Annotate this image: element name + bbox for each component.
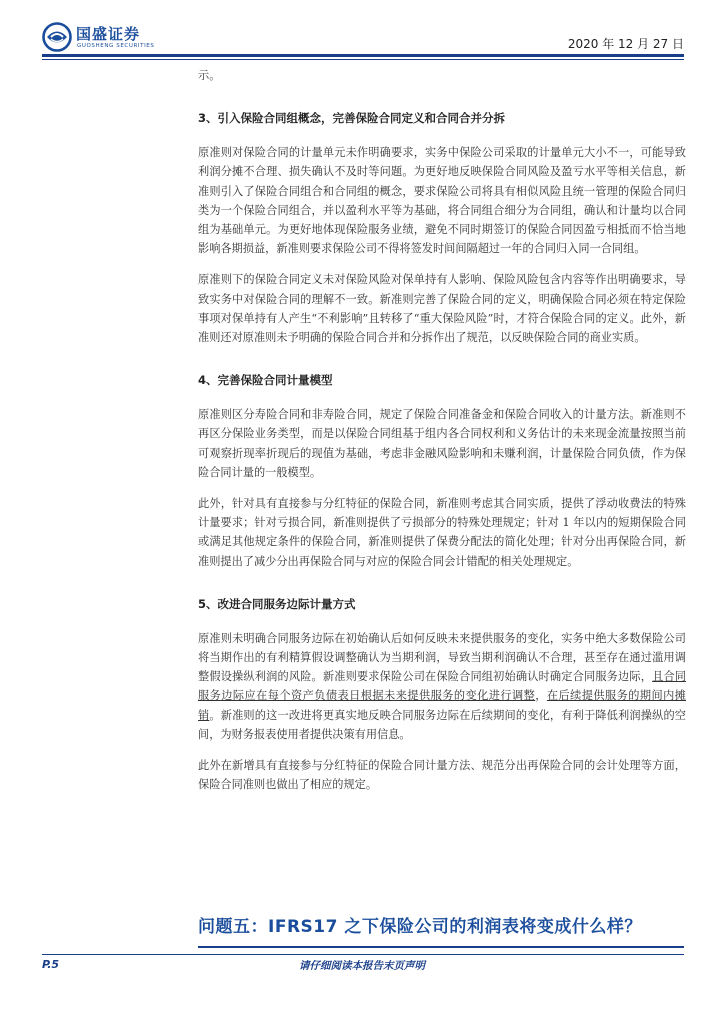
section-4-paragraph-1: 原准则区分寿险合同和非寿险合同，规定了保险合同准备金和保险合同收入的计量方法。新准则不再区分保险业务类型，而是以保险合同组基于组内各合同权利和义务估计的未来现金流量按照当前可观察折现率折现后的现值为基础，考虑非金融风险影响和未赚利润，计量保险合同负债，作为保险合同计量的一般模型。 (198, 408, 686, 479)
report-date: 2020 年 12 月 27 日 (567, 37, 684, 51)
section-5-heading: 5、改进合同服务边际计量方式 (198, 596, 356, 611)
section-3-heading: 3、引入保险合同组概念，完善保险合同定义和合同合并分拆 (198, 111, 505, 126)
logo-emblem-icon (42, 22, 72, 52)
logo-chinese-name: 国盛证券 (76, 25, 141, 43)
main-content (198, 60, 686, 794)
footer-rule (42, 954, 684, 955)
section-3-paragraph-2: 原准则下的保险合同定义未对保险风险对保单持有人影响、保险风险包含内容等作出明确要求，导致实务中对保险合同的理解不一致。新准则完善了保险合同的定义，明确保险合同必须在特定保险事项对保单持有人产生“不利影响”且转移了“重大保险风险”时，才符合保险合同的定义。此外，新准则还对原准则未予明确的保险合同合并和分拆作出了规范，以反映保险合同的商业实质。 (198, 273, 686, 345)
section-5-p1-after: 。新准则的这一改进将更真实地反映合同服务边际在后续期间的变化，有利于降低利润操纵的空间，为财务报表使用者提供决策有用信息。 (198, 708, 686, 741)
section-5-paragraph-2: 此外在新增具有直接参与分红特征的保险合同计量方法、规范分出再保险合同的会计处理等方面，保险合同准则也做出了相应的规定。 (198, 759, 686, 792)
section-5-underline-1: 且合同服务边际应在每个资产负债表日根据未来提供服务的变化进行调整 (198, 670, 686, 703)
banner-underline (198, 946, 684, 948)
header-rule-thick (42, 54, 684, 57)
section-5-paragraph-1 (198, 629, 686, 744)
lead-tail-text: 示。 (198, 69, 221, 82)
section-3-paragraph-1: 原准则对保险合同的计量单元未作明确要求，实务中保险公司采取的计量单元大小不一，可能导致利润分摊不合理、损失确认不及时等问题。为更好地反映保险合同风险及盈亏水平等相关信息，新准则引入了保险合同组合和合同组的概念，要求保险公司将具有相似风险且统一管理的保险合同归类为一个保险合同组合，并以盈利水平等为基础，将合同组合细分为合同组，确认和计量均以合同组为基础单元。为更好地体现保险服务业绩，避免不同时期签订的保险合同因盈亏相抵而不恰当地影响各期损益，新准则要求保险公司不得将签发时间间隔超过一年的合同归入同一合同组。 (198, 146, 686, 256)
section-4-heading: 4、完善保险合同计量模型 (198, 373, 333, 388)
section-5-underline-2: 在后续提供服务的期间内摊销 (198, 689, 686, 722)
company-logo (42, 22, 172, 52)
page-number: P.5 (42, 958, 60, 971)
footer-disclaimer: 请仔细阅读本报告末页声明 (299, 960, 425, 972)
page-header (0, 0, 724, 62)
logo-english-name: GUOSHENG SECURITIES (77, 43, 155, 49)
section-4-paragraph-2: 此外，针对具有直接参与分红特征的保险合同，新准则考虑其合同实质，提供了浮动收费法的特殊计量要求；针对亏损合同，新准则提供了亏损部分的特殊处理规定；针对 1 年以内的短期保险合同或满足其他规定条件的保险合同，新准则提供了保费分配法的简化处理；针对分出再保险合同，新准则提出了减少分出再保险合同与对应的保险合同会计错配的相关处理规定。 (198, 497, 686, 568)
section-5-p1-before: 原准则未明确合同服务边际在初始确认后如何反映未来提供服务的变化，实务中绝大多数保险公司将当期作出的有利精算假设调整确认为当期利润，导致当期利润确认不合理，甚至存在通过滥用调整假设操纵利润的风险。新准则要求保险公司在保险合同组初始确认时确定合同服务边际， (198, 631, 686, 684)
question-banner: 问题五：IFRS17 之下保险公司的利润表将变成什么样？ (198, 917, 642, 937)
section-5-p1-sep: ， (535, 689, 547, 703)
